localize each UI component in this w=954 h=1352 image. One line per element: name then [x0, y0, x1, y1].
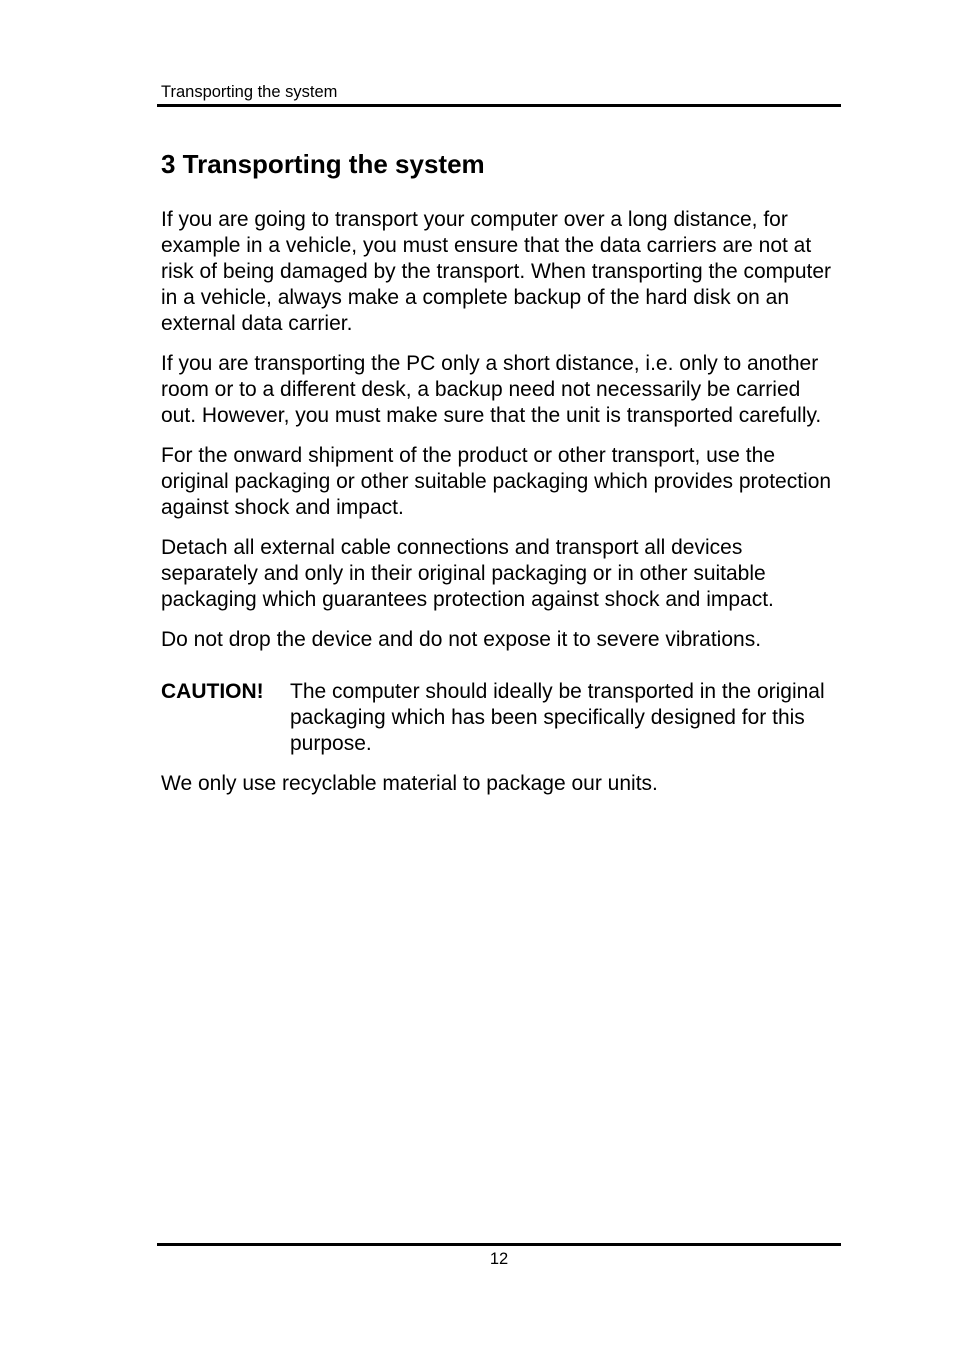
running-header: Transporting the system [161, 83, 338, 101]
caution-label: CAUTION! [161, 680, 264, 703]
caution-text: The computer should ideally be transported in the original packaging which has been specifically designed for this purpose. [290, 680, 825, 755]
body-text [161, 207, 841, 811]
paragraph-detach-cables: Detach all external cable connections and transport all devices separately and only in their original packaging or in other suitable packaging which guarantees protection against shock and impact. [161, 536, 774, 611]
paragraph-long-distance: If you are going to transport your computer over a long distance, for example in a vehicle, you must ensure that the data carriers are not at risk of being damaged by the transport. When transporting the computer in a vehicle, always make a complete backup of the hard disk on an external data carrier. [161, 208, 832, 335]
footer-rule [157, 1243, 841, 1246]
paragraph-no-drop: Do not drop the device and do not expose it to severe vibrations. [161, 628, 762, 651]
paragraph-recyclable: We only use recyclable material to package our units. [161, 772, 658, 795]
paragraph-onward-shipment: For the onward shipment of the product or other transport, use the original packaging or other suitable packaging which provides protection against shock and impact. [161, 444, 832, 519]
page-number: 12 [489, 1250, 509, 1268]
header-rule [157, 104, 841, 107]
chapter-title: 3 Transporting the system [161, 149, 485, 179]
paragraph-short-distance: If you are transporting the PC only a short distance, i.e. only to another room or to a different desk, a backup need not necessarily be carried out. However, you must make sure that the unit is transported carefully. [161, 352, 822, 427]
caution-block [161, 679, 841, 757]
